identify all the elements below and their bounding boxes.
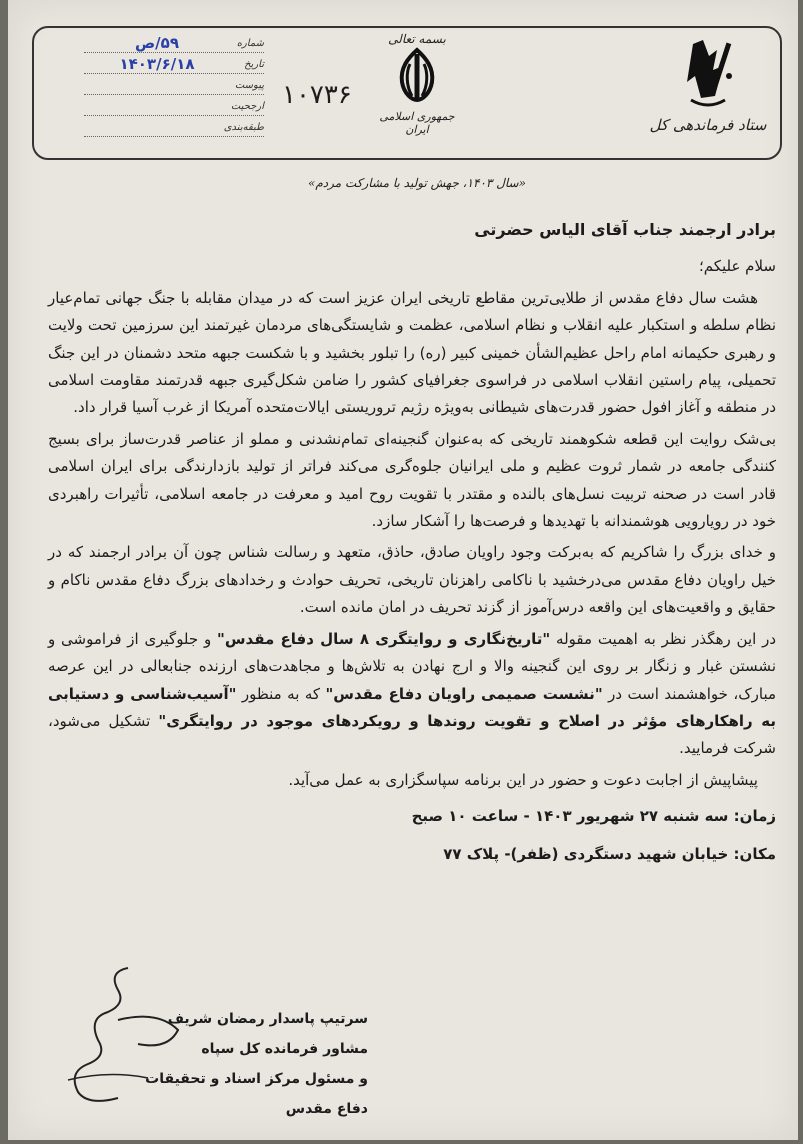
paragraph-2: بی‌شک روایت این قطعه شکوهمند تاریخی که به‌عنوان گنجینه‌ای تمام‌نشدنی و مملو از عناصر قدرت‌ساز برای بسیج کنندگی جامعه در شمار ثروت عظیم و ملی ایرانیان جلوه‌گری می‌کند فراتر از تولید بازدارندگی برای ایران اسلامی قادر است در صحنه تربیت نسل‌های بالنده و مقتدر با تقویت روح امید و معرفت در جامعه اسلامی، تأثیرات راهبردی خود در رویارویی هوشمندانه با تهدیدها و فرصت‌ها را آشکار سازد. <box>48 429 776 531</box>
year-slogan: «سال ۱۴۰۳، جهش تولید با مشارکت مردم» <box>308 176 526 190</box>
iran-emblem-icon <box>390 46 444 104</box>
republic-emblem <box>372 32 462 150</box>
paragraph-4: در این رهگذر نظر به اهمیت مقوله "تاریخ‌نگاری و روایتگری ۸ سال دفاع مقدس" و جلوگیری از فراموشی و نشستن غبار و زنگار بر روی این گنجینه والا و ارج نهادن به تلاش‌ها و مجاهدت‌های ارزنده جنابعالی در این عرصه مبارک، خواهشمند است در "نشست صمیمی راویان دفاع مقدس" که به منظور "آسیب‌شناسی و دستیابی به راهکارهای مؤثر در اصلاح و تقویت روندها و رویکردهای موجود در روایتگری" تشکیل می‌شود، شرکت فرمایید. <box>48 629 777 758</box>
meta-attachment: پیوست <box>84 76 264 95</box>
meta-classification: طبقه‌بندی <box>84 118 264 137</box>
letter-page <box>8 0 798 1140</box>
paragraph-5: پیشاپیش از اجابت دعوت و حضور در این برنامه سپاسگزاری به عمل می‌آید. <box>288 770 758 789</box>
letter-meta <box>84 34 264 139</box>
meeting-time: زمان: سه شنبه ۲۷ شهریور ۱۴۰۳ - ساعت ۱۰ صبح <box>411 807 776 826</box>
signer-name: سرتیپ پاسدار رمضان شریف <box>167 1011 368 1027</box>
topic-history: "تاریخ‌نگاری و روایتگری ۸ سال دفاع مقدس" <box>217 629 551 648</box>
registration-number: ۱۰۷۳۶ <box>282 80 352 110</box>
signer-block <box>128 1004 368 1124</box>
salutation: برادر ارجمند جناب آقای الیاس حضرتی <box>474 220 776 239</box>
paragraph-3: و خدای بزرگ را شاکریم که به‌برکت وجود راویان صادق، حاذق، متعهد و رسالت شناس چون آن برادر ارجمند که در خیل راویان دفاع مقدس می‌درخشید با ناکامی راهزنان تاریخی، تحریف حوادث و رخدادهای بزرگ دفاع مقدس ناکام و حقایق و واقعیت‌های این واقعه درس‌آموز از گزند تحریف در امان مانده است. <box>48 543 776 617</box>
irgc-emblem-icon <box>673 36 743 116</box>
meeting-purpose: "آسیب‌شناسی و دستیابی به راهکارهای مؤثر در اصلاح و تقویت روندها و رویکردهای موجود در روایتگری" <box>48 684 776 730</box>
signer-title: مشاور فرمانده کل سپاه <box>201 1041 368 1057</box>
meta-date: تاریخ ۱۴۰۳/۶/۱۸ <box>84 55 264 74</box>
meta-priority: ارجحیت <box>84 97 264 116</box>
irgc-logo <box>648 36 768 148</box>
meeting-name: "نشست صمیمی راویان دفاع مقدس" <box>325 684 603 703</box>
bismillah: بسمه تعالی <box>388 32 446 46</box>
meeting-place: مکان: خیابان شهید دستگردی (ظفر)- پلاک ۷۷ <box>443 845 776 864</box>
paragraph-1: هشت سال دفاع مقدس از طلایی‌ترین مقاطع تاریخی ایران عزیز است که در میدان مقابله با جنگ جهانی تمام‌عیار نظام سلطه و استکبار علیه انقلاب و نظام اسلامی، عظمت و شایستگی‌های مردمان غیرتمند این سرزمین تحت ولایت و رهبری حکیمانه امام راحل عظیم‌الشأن خمینی کبیر (ره) را تبلور بخشید و با شکست جبهه متحد دشمنان در این جنگ تحمیلی، پیام راستین انقلاب اسلامی در فراسوی جغرافیای کشور را ضامن شکل‌گیری جبهه قدرتمند مقاومت اسلامی در منطقه و آغاز افول حضور قدرت‌های شیطانی به‌ویژه رژیم تروریستی ایالات‌متحده آمریکا از غرب آسیا قرار داد. <box>48 288 776 417</box>
republic-name: جمهوری اسلامی ایران <box>379 110 455 136</box>
letterhead <box>32 26 782 160</box>
signer-position: و مسئول مرکز اسناد و تحقیقات دفاع مقدس <box>145 1071 368 1117</box>
letter-body <box>48 216 776 870</box>
meta-number: شماره ۵۹/ص <box>84 34 264 53</box>
greeting: سلام علیکم؛ <box>698 257 776 276</box>
org-name: ستاد فرماندهی کل <box>649 116 767 134</box>
